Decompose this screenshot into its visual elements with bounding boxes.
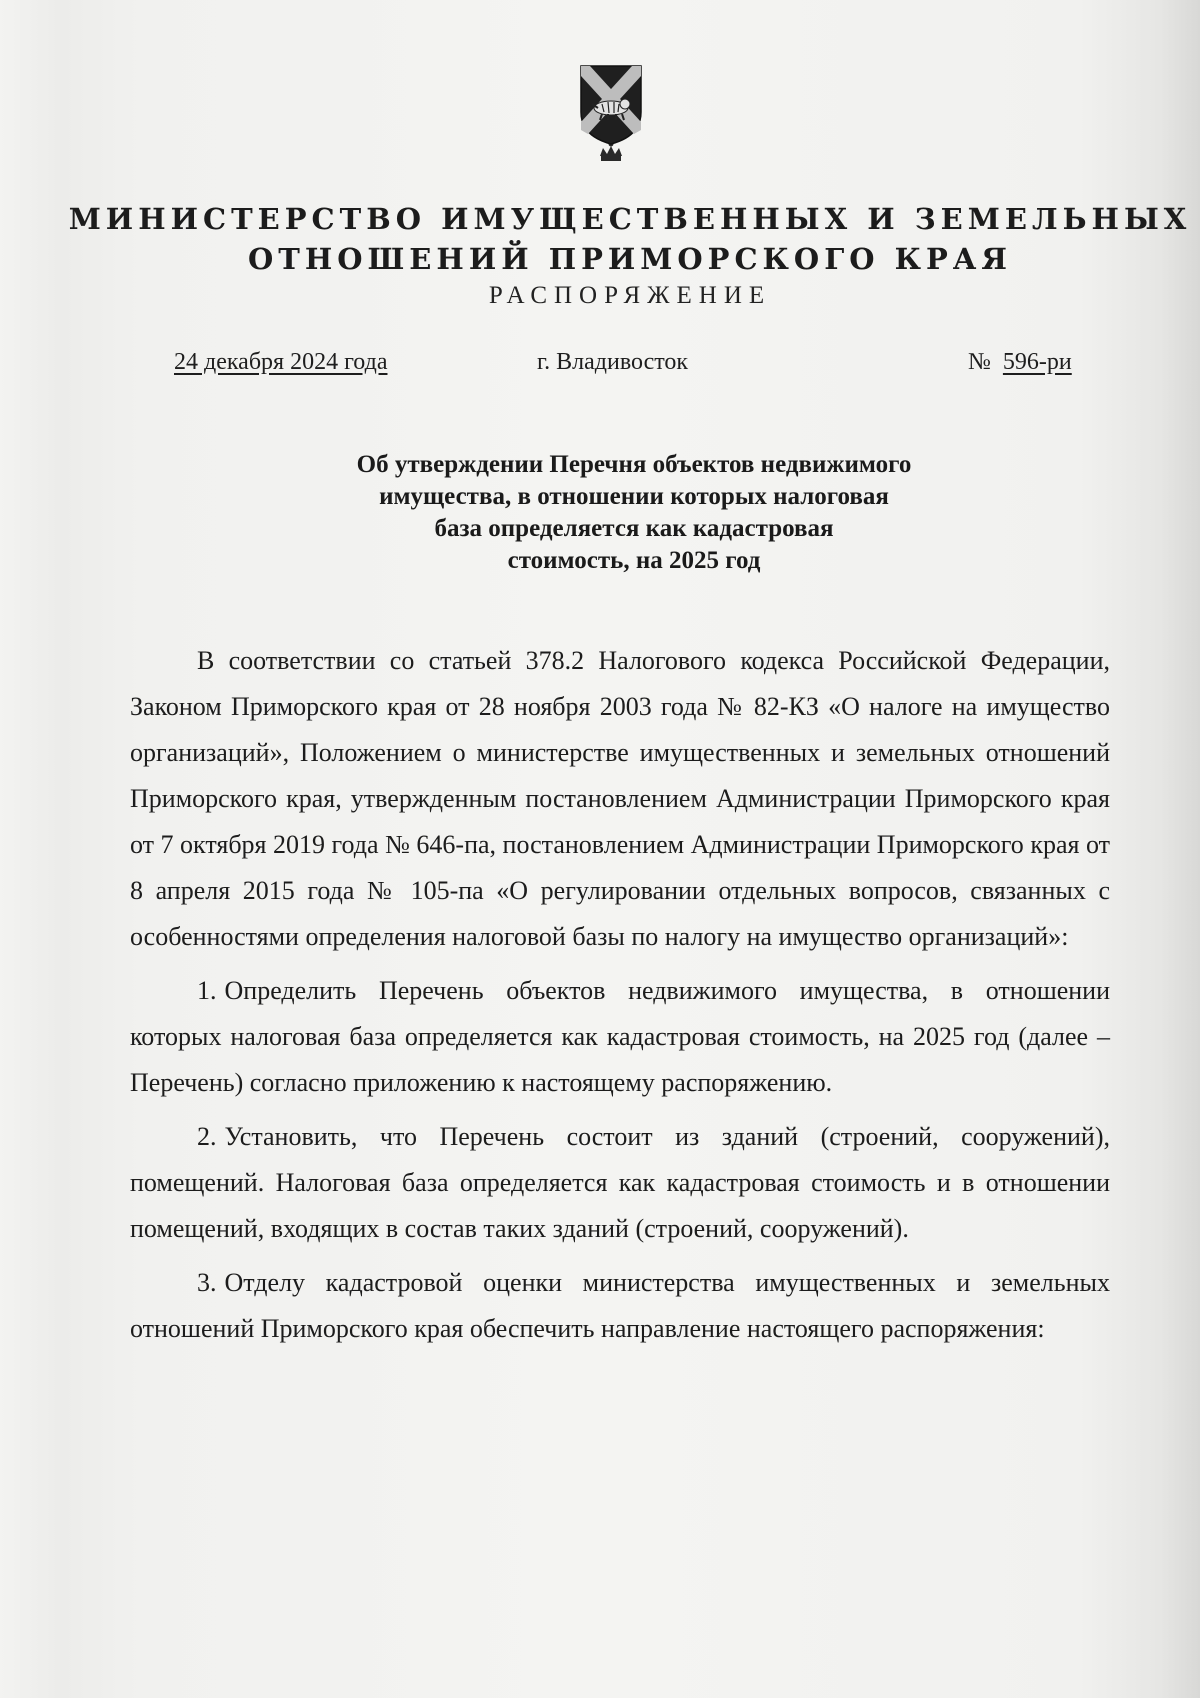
- item-paragraph: [130, 1114, 1110, 1252]
- item-paragraph: [130, 968, 1110, 1106]
- preamble-paragraph: В соответствии со статьей 378.2 Налогового кодекса Российской Федерации, Законом Приморского края от 28 ноября 2003 года № 82-КЗ «О налоге на имущество организаций», Положением о министерстве имущественных и земельных отношений Приморского края, утвержденным постановлением Администрации Приморского края от 7 октября 2019 года № 646-па, постановлением Администрации Приморского края от 8 апреля 2015 года № 105-па «О регулировании отдельных вопросов, связанных с особенностями определения налоговой базы по налогу на имущество организаций»:: [130, 646, 1110, 951]
- number-value: 596-ри: [1002, 349, 1072, 375]
- title-line: база определяется как кадастровая: [434, 515, 834, 542]
- document-title: [296, 449, 972, 577]
- item-number: 1.: [197, 976, 217, 1005]
- document-city: г. Владивосток: [537, 349, 689, 375]
- document-body: [130, 638, 1110, 1360]
- document-date: 24 декабря 2024 года: [174, 349, 388, 375]
- ministry-name-line1: МИНИСТЕРСТВО ИМУЩЕСТВЕННЫХ И ЗЕМЕЛЬНЫХ: [68, 202, 1192, 236]
- item-number: 3.: [197, 1268, 217, 1297]
- title-line: Об утверждении Перечня объектов недвижимого: [356, 451, 912, 478]
- item-number: 2.: [197, 1122, 217, 1151]
- item-text: Установить, что Перечень состоит из зданий (строений, сооружений), помещений. Налоговая база определяется как кадастровая стоимость и в отношении помещений, входящих в состав таких зданий (строений, сооружений).: [130, 1122, 1110, 1243]
- document-number: [968, 349, 1072, 376]
- number-sign: №: [968, 349, 991, 375]
- title-line: стоимость, на 2025 год: [507, 547, 761, 574]
- ministry-name-line2: ОТНОШЕНИЙ ПРИМОРСКОГО КРАЯ: [248, 242, 1012, 276]
- document-type: РАСПОРЯЖЕНИЕ: [488, 282, 772, 309]
- coat-of-arms-icon: [578, 64, 644, 170]
- item-paragraph: [130, 1260, 1110, 1352]
- item-text: Отделу кадастровой оценки министерства имущественных и земельных отношений Приморского края обеспечить направление настоящего распоряжения:: [130, 1268, 1110, 1343]
- item-text: Определить Перечень объектов недвижимого имущества, в отношении которых налоговая база определяется как кадастровая стоимость, на 2025 год (далее – Перечень) согласно приложению к настоящему распоряжению.: [130, 976, 1110, 1097]
- title-line: имущества, в отношении которых налоговая: [379, 483, 889, 510]
